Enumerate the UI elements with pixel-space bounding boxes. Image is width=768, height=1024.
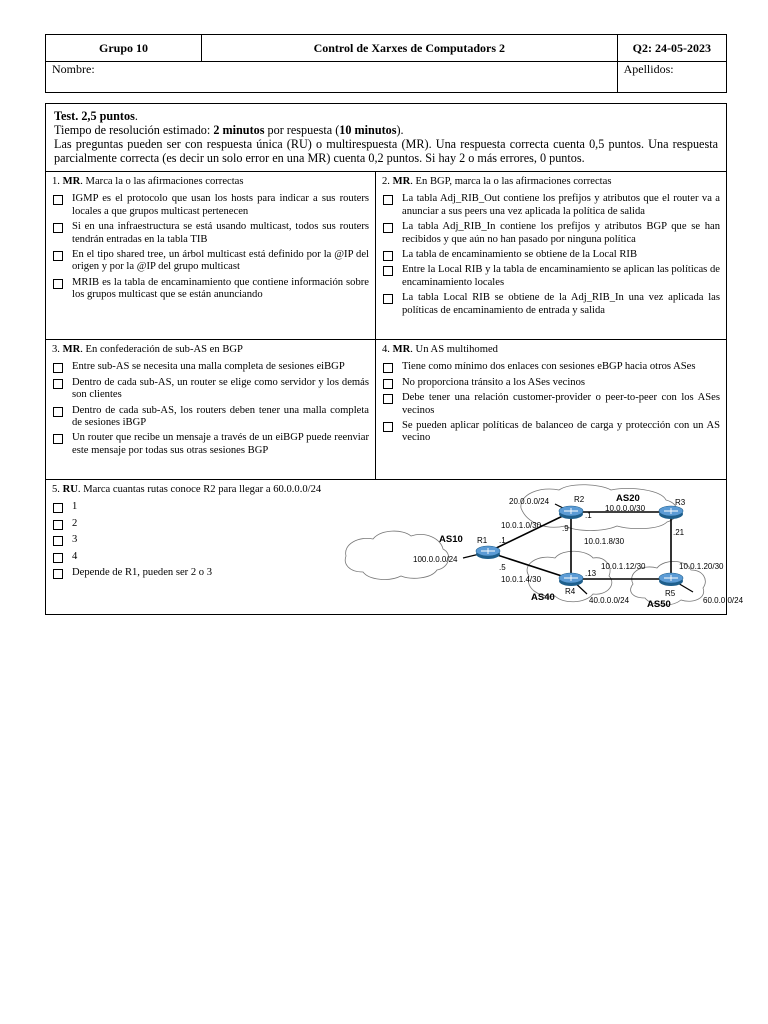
question-title: 2. MR. En BGP, marca la o las afirmaciones correctas [382, 176, 612, 187]
checkbox[interactable] [53, 434, 63, 444]
checkbox[interactable] [53, 569, 63, 579]
checkbox[interactable] [53, 407, 63, 417]
question-2 [376, 171, 726, 339]
option[interactable]: IGMP es el protocolo que usan los hosts para indicar a sus routers locales a que grupos multicast pertenecen [52, 193, 369, 218]
net-r1-r4: 10.0.1.4/30 [501, 575, 542, 584]
option[interactable]: La tabla Local RIB se obtiene de la Adj_RIB_In una vez aplicada las políticas de encaminamiento de entrada y salida [382, 292, 720, 317]
checkbox[interactable] [53, 279, 63, 289]
label-r3: R3 [675, 498, 686, 507]
option[interactable]: Entre la Local RIB y la tabla de encaminamiento se aplican las políticas de encaminamiento locales [382, 264, 720, 289]
checkbox[interactable] [383, 294, 393, 304]
checkbox[interactable] [383, 363, 393, 373]
hostid-r1-a: .1 [499, 536, 506, 545]
question-3 [46, 339, 376, 479]
question-title: 1. MR. Marca la o las afirmaciones correctas [52, 176, 244, 187]
option[interactable]: 1 [52, 501, 720, 513]
checkbox[interactable] [53, 363, 63, 373]
net-r5-lan: 60.0.0.0/24 [703, 596, 744, 605]
course-cell: Control de Xarxes de Computadors 2 [202, 35, 618, 62]
option[interactable]: Debe tener una relación customer-provider o peer-to-peer con los ASes vecinos [382, 392, 720, 417]
name-field[interactable]: Nombre: [46, 62, 618, 93]
hostid-r4-a: .13 [585, 569, 597, 578]
label-r1: R1 [477, 536, 488, 545]
quiz-date-cell: Q2: 24-05-2023 [617, 35, 726, 62]
estimated-time: Tiempo de resolución estimado: 2 minutos por respuesta (10 minutos). [54, 123, 404, 137]
checkbox[interactable] [383, 251, 393, 261]
question-title: 3. MR. En confederación de sub-AS en BGP [52, 344, 243, 355]
net-r2-r3: 10.0.0.0/30 [605, 504, 646, 513]
label-as10: AS10 [439, 534, 463, 545]
net-r3-r5: 10.0.1.20/30 [679, 562, 724, 571]
test-instructions: Test. 2,5 puntos. Tiempo de resolución estimado: 2 minutos por respuesta (10 minutos). Las preguntas pueden ser con respuesta única (RU) o multirespuesta (MR). Una respuesta correcta cuenta 0,5 puntos. Una respuesta parcialmente correcta (es decir un solo error en una MR) cuenta 0,2 puntos. Si hay 2 o más errores, 0 puntos. [54, 109, 718, 165]
checkbox[interactable] [53, 536, 63, 546]
hostid-r2-a: .1 [585, 511, 592, 520]
net-r4-r5: 10.0.1.12/30 [601, 562, 646, 571]
as20-cloud [521, 485, 678, 531]
option[interactable]: Dentro de cada sub-AS, un router se elige como servidor y los demás son clientes [52, 377, 369, 402]
label-r2: R2 [574, 495, 585, 504]
question-title: 4. MR. Un AS multihomed [382, 344, 498, 355]
surname-field[interactable]: Apellidos: [617, 62, 726, 93]
question-title: 5. RU. Marca cuantas rutas conoce R2 para llegar a 60.0.0.0/24 [52, 484, 322, 495]
checkbox[interactable] [383, 266, 393, 276]
hostid-r1-b: .5 [499, 563, 506, 572]
question-1 [46, 171, 376, 339]
network-diagram [341, 484, 744, 612]
option[interactable]: Se pueden aplicar políticas de balanceo de carga y protección con un AS vecino [382, 420, 720, 445]
option[interactable]: La tabla Adj_RIB_In contiene los prefijos y atributos BGP que se han recibidos y que aún no han pasado por ninguna política [382, 221, 720, 246]
label-as20: AS20 [616, 493, 640, 504]
label-as50: AS50 [647, 599, 671, 610]
option[interactable]: Si en una infraestructura se está usando multicast, todos sus routers tendrán entradas en la tabla TIB [52, 221, 369, 246]
checkbox[interactable] [383, 223, 393, 233]
option[interactable]: En el tipo shared tree, un árbol multicast está definido por la @IP del origen y por la @IP del grupo multicast [52, 249, 369, 274]
option[interactable]: No proporciona tránsito a los ASes vecinos [382, 377, 720, 389]
checkbox[interactable] [53, 553, 63, 563]
exam-header [45, 34, 727, 93]
hostid-r2-b: .9 [562, 524, 569, 533]
checkbox[interactable] [53, 503, 63, 513]
checkbox[interactable] [383, 195, 393, 205]
checkbox[interactable] [383, 422, 393, 432]
checkbox[interactable] [383, 379, 393, 389]
label-as40: AS40 [531, 592, 555, 603]
router-r4[interactable] [559, 573, 583, 586]
option[interactable]: 4 [52, 551, 720, 563]
checkbox[interactable] [53, 520, 63, 530]
hostid-r3-a: .21 [673, 528, 685, 537]
option[interactable]: Un router que recibe un mensaje a través de un eiBGP puede reenviar este mensaje por todas sus otras sesiones BGP [52, 432, 369, 457]
net-r1-lan: 100.0.0.0/24 [413, 555, 458, 564]
option[interactable]: 2 [52, 518, 720, 530]
net-r2-r4: 10.0.1.8/30 [584, 537, 625, 546]
net-r2-lan: 20.0.0.0/24 [509, 497, 550, 506]
test-section [45, 103, 744, 615]
label-r4: R4 [565, 587, 576, 596]
checkbox[interactable] [53, 251, 63, 261]
net-r1-r2: 10.0.1.0/30 [501, 521, 542, 530]
router-r5[interactable] [659, 573, 683, 586]
checkbox[interactable] [53, 223, 63, 233]
router-r2[interactable] [559, 506, 583, 519]
option[interactable]: Tiene como mínimo dos enlaces con sesiones eBGP hacia otros ASes [382, 361, 720, 373]
router-r3[interactable] [659, 506, 683, 519]
option[interactable]: La tabla Adj_RIB_Out contiene los prefijos y atributos que el router va a anunciar a sus peers una vez aplicada la política de salida [382, 193, 720, 218]
label-r5: R5 [665, 589, 676, 598]
question-4 [376, 339, 726, 479]
checkbox[interactable] [383, 394, 393, 404]
option[interactable]: 3 [52, 534, 720, 546]
option[interactable]: MRIB es la tabla de encaminamiento que contiene información sobre los grupos multicast que se están anunciando [52, 277, 369, 302]
router-r1[interactable] [476, 546, 500, 559]
option[interactable]: Dentro de cada sub-AS, los routers deben tener una malla completa de sesiones iBGP [52, 405, 369, 430]
option[interactable]: Entre sub-AS se necesita una malla completa de sesiones eiBGP [52, 361, 369, 373]
option[interactable]: La tabla de encaminamiento se obtiene de la Local RIB [382, 249, 720, 261]
group-cell: Grupo 10 [46, 35, 202, 62]
checkbox[interactable] [53, 195, 63, 205]
option[interactable]: Depende de R1, pueden ser 2 o 3 [52, 567, 720, 579]
test-title: Test. 2,5 puntos [54, 109, 135, 123]
checkbox[interactable] [53, 379, 63, 389]
scoring-rules: Las preguntas pueden ser con respuesta única (RU) o multirespuesta (MR). Una respuesta correcta cuenta 0,5 puntos. Una respuesta parcialmente correcta (es decir un solo error en una MR) cuenta 0,2 puntos. Si hay 2 o más errores, 0 puntos. [54, 137, 718, 165]
net-r4-lan: 40.0.0.0/24 [589, 596, 630, 605]
